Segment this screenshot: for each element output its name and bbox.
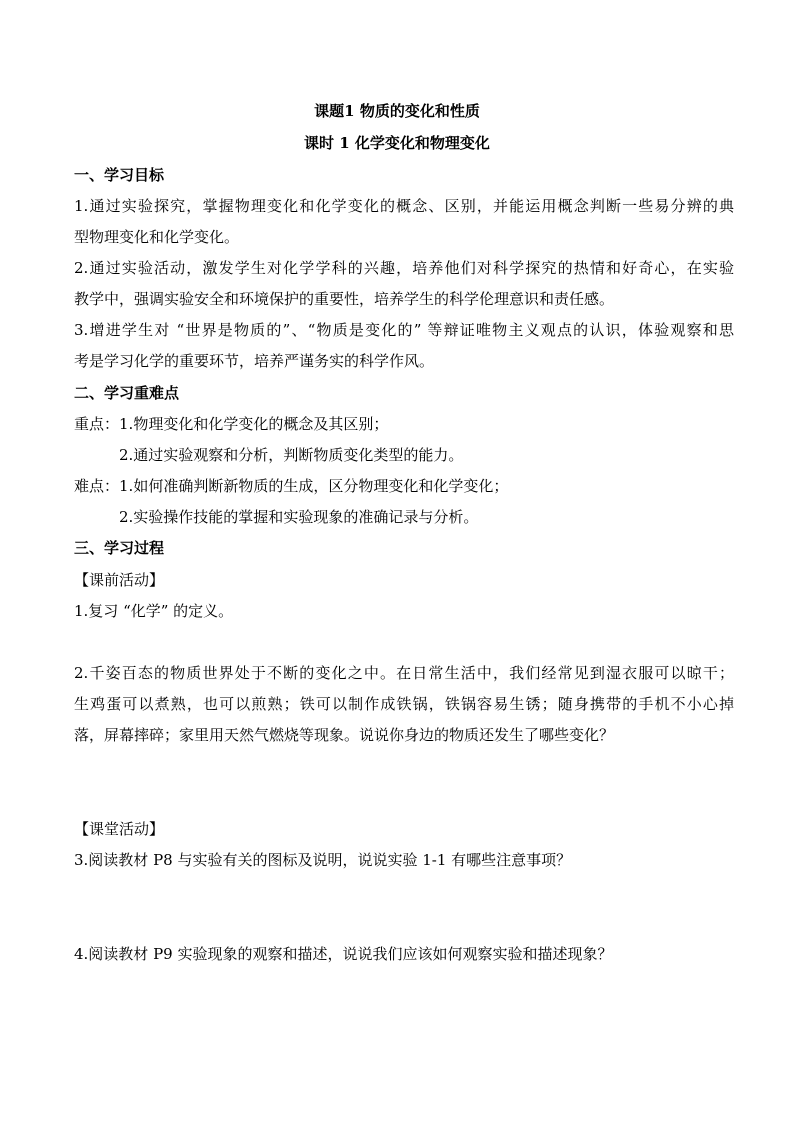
objective-3-line-2: 考是学习化学的重要环节，培养严谨务实的科学作风。 xyxy=(74,352,435,370)
question-1: 1.复习 “化学” 的定义。 xyxy=(74,602,234,620)
section-heading-objectives: 一、学习目标 xyxy=(74,166,165,184)
key-point-2: 2.通过实验观察和分析，判断物质变化类型的能力。 xyxy=(119,446,464,464)
question-2-line-3: 落，屏幕摔碎；家里用天然气燃烧等现象。说说你身边的物质还发生了哪些变化？ xyxy=(74,726,615,744)
lesson-title: 课题1 物质的变化和性质 xyxy=(314,102,480,120)
section-heading-process: 三、学习过程 xyxy=(74,539,165,557)
key-point-1-text: 1.物理变化和化学变化的概念及其区别； xyxy=(119,415,389,433)
difficulty-2: 2.实验操作技能的掌握和实验现象的准确记录与分析。 xyxy=(119,508,479,526)
question-2-line-1: 2.千姿百态的物质世界处于不断的变化之中。在日常生活中，我们经常见到湿衣服可以晾干； xyxy=(74,664,734,682)
question-2-line-2: 生鸡蛋可以煮熟，也可以煎熟；铁可以制作成铁锅，铁锅容易生锈；随身携带的手机不小心掉 xyxy=(74,695,734,713)
key-point-1 xyxy=(74,414,734,434)
objective-3-line-1: 3.增进学生对 “世界是物质的”、“物质是变化的” 等辩证唯物主义观点的认识，体验观察和思 xyxy=(74,321,734,339)
question-4: 4.阅读教材 P9 实验现象的观察和描述，说说我们应该如何观察实验和描述现象？ xyxy=(74,945,613,963)
difficulty-label: 难点： xyxy=(74,477,120,495)
objective-1-line-1: 1.通过实验探究，掌握物理变化和化学变化的概念、区别，并能运用概念判断一些易分辨的典 xyxy=(74,197,734,215)
section-heading-key-points: 二、学习重难点 xyxy=(74,384,180,402)
in-class-heading: 【课堂活动】 xyxy=(74,820,165,838)
objective-1-line-2: 型物理变化和化学变化。 xyxy=(74,228,240,246)
pre-class-heading: 【课前活动】 xyxy=(74,571,165,589)
question-3: 3.阅读教材 P8 与实验有关的图标及说明，说说实验 1-1 有哪些注意事项？ xyxy=(74,851,572,869)
objective-2-line-2: 教学中，强调实验安全和环境保护的重要性，培养学生的科学伦理意识和责任感。 xyxy=(74,290,615,308)
difficulty-1-text: 1.如何准确判断新物质的生成，区分物理变化和化学变化； xyxy=(119,477,509,495)
objective-2-line-1: 2.通过实验活动，激发学生对化学学科的兴趣，培养他们对科学探究的热情和好奇心，在实验 xyxy=(74,259,734,277)
key-point-label: 重点： xyxy=(74,415,120,433)
period-title: 课时 1 化学变化和物理变化 xyxy=(304,134,490,152)
difficulty-1 xyxy=(74,476,734,496)
